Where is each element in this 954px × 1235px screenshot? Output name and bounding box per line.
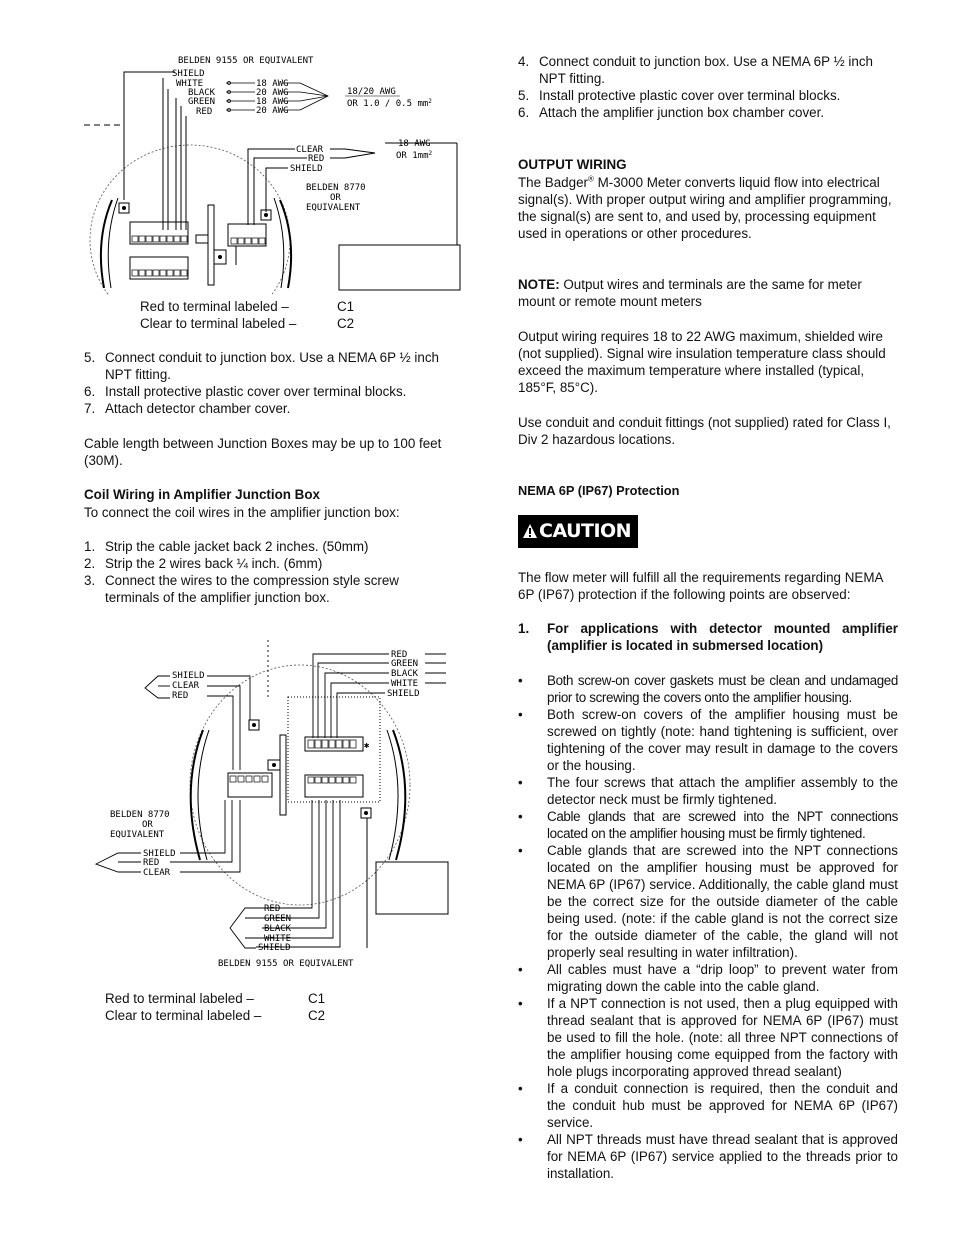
wire-red: RED — [391, 650, 408, 660]
step-item: 1. Strip the cable jacket back 2 inches. (50mm) — [84, 539, 369, 554]
list-item: • The four screws that attach the amplifier assembly to the detector neck must be firmly tightened. — [518, 775, 898, 807]
list-item: • If a conduit connection is required, then the conduit and the conduit hub must be approved for NEMA 6P (IP67) service. — [518, 1081, 898, 1130]
step-item: 5. Connect conduit to junction box. Use a NEMA 6P ½ inch NPT fitting. — [84, 350, 439, 382]
wire-green: GREEN — [391, 659, 419, 669]
belden-9155-label: BELDEN 9155 OR EQUIVALENT — [178, 56, 314, 66]
wire-clear: CLEAR — [143, 868, 171, 878]
coil-steps — [84, 538, 434, 606]
terminal-red-label: Red to terminal labeled – — [140, 299, 289, 314]
awg-label: 20 AWG — [256, 106, 289, 116]
note-paragraph: NOTE: Output wires and terminals are the same for meter mount or remote mount meters — [518, 277, 862, 309]
step-item: 5. Install protective plastic cover over terminal blocks. — [518, 88, 841, 103]
list-item: • Cable glands that are screwed into the NPT connections located on the amplifier housing must be firmly tightened. — [518, 809, 898, 841]
step-item: 2. Strip the 2 wires back ¼ inch. (6mm) — [84, 556, 323, 571]
wire-black: BLACK — [391, 669, 419, 679]
cable-length-text: Cable length between Junction Boxes may be up to 100 feet (30M). — [84, 436, 442, 468]
list-item: • If a NPT connection is not used, then a plug equipped with thread sealant that is approved for NEMA 6P (IP67) must be used to fill the hole. (note: all three NPT connections of the amplifier housing come equipped from the factory with hole plugs incorporating approved thread sealant) — [518, 996, 898, 1079]
wire-red: RED — [172, 691, 189, 701]
wiring-diagram-detector — [84, 50, 474, 295]
wire-shield: SHIELD — [172, 69, 205, 79]
wire-black: BLACK — [188, 88, 216, 98]
terminal-clear-label: Clear to terminal labeled – — [105, 1008, 262, 1023]
terminal-c1: C1 — [308, 991, 326, 1006]
belden-8770-label: BELDEN 8770 — [306, 183, 366, 193]
terminal-c1: C1 — [337, 299, 355, 314]
list-item: • Both screw-on covers of the amplifier housing must be screwed on tightly (note: hand tightening is sufficient, over tightening of the cover may result in damage to the covers or the housing. — [518, 707, 898, 773]
wire-white: WHITE — [391, 679, 419, 689]
star-marker: ✱ — [364, 741, 370, 751]
belden-8770-label: OR — [330, 193, 341, 203]
list-item: • All NPT threads must have thread sealant that is approved for NEMA 6P (IP67) service applied to the threads prior to installation. — [518, 1132, 898, 1181]
wire-red: RED — [196, 107, 213, 117]
wire-green: GREEN — [188, 97, 216, 107]
awg-label: 18 AWG — [256, 79, 289, 89]
terminal-red-label: Red to terminal labeled – — [105, 991, 254, 1006]
awg-spec: OR $1mm^2$ — [396, 150, 433, 161]
awg-spec: OR 1.0 / 0.5 $mm^2$ — [347, 98, 432, 109]
nema-point-1: 1. For applications with detector mounted amplifier (amplifier is located in submersed location) — [518, 621, 898, 653]
right-steps — [518, 53, 900, 121]
terminal-assignment-2 — [105, 990, 326, 1024]
belden-9155-label: BELDEN 9155 OR EQUIVALENT — [218, 959, 354, 969]
wire-clear: CLEAR — [296, 145, 324, 155]
conduit-paragraph: Use conduit and conduit fittings (not supplied) rated for Class I, Div 2 hazardous locations. — [518, 415, 891, 447]
terminal-c2: C2 — [308, 1008, 326, 1023]
step-item: 4. Connect conduit to junction box. Use a NEMA 6P ½ inch NPT fitting. — [518, 54, 873, 86]
awg-spec: 18 AWG — [398, 139, 431, 149]
awg-spec: 18/20 AWG — [347, 87, 396, 97]
list-item: • Cable glands that are screwed into the NPT connections located on the amplifier housing must be approved for NEMA 6P (IP67) service. Additionally, the cable gland must be the correct size for the outside diameter of the cable being used. (note: if the cable gland is not the correct size for the outside diameter of the cable, the gland will not properly seal resulting in water infiltration). — [518, 843, 898, 960]
terminal-c2: C2 — [337, 316, 355, 331]
coil-intro: To connect the coil wires in the amplifier junction box: — [84, 505, 400, 520]
left-steps — [84, 349, 469, 417]
wire-red: RED — [264, 904, 281, 914]
list-item: • All cables must have a “drip loop” to prevent water from migrating down the cable into the cable gland. — [518, 962, 898, 994]
wire-shield: SHIELD — [258, 943, 291, 953]
wire-white: WHITE — [176, 79, 204, 89]
wire-shield: SHIELD — [290, 164, 323, 174]
wire-green: GREEN — [264, 914, 292, 924]
wire-black: BLACK — [264, 924, 292, 934]
step-item: 7. Attach detector chamber cover. — [84, 401, 291, 416]
wire-shield: SHIELD — [172, 671, 205, 681]
caution-label: CAUTION — [539, 520, 632, 542]
wiring-diagram-amplifier — [90, 640, 470, 970]
wire-red: RED — [143, 858, 160, 868]
wire-shield: SHIELD — [387, 689, 420, 699]
wire-white: WHITE — [264, 934, 292, 944]
nema-heading: NEMA 6P (IP67) Protection — [518, 483, 680, 498]
wire-clear: CLEAR — [172, 681, 200, 691]
list-item: • Both screw-on cover gaskets must be clean and undamaged prior to screwing the covers onto the amplifier housing. — [518, 673, 898, 705]
step-item: 6. Attach the amplifier junction box chamber cover. — [518, 105, 825, 120]
output-requirements: Output wiring requires 18 to 22 AWG maximum, shielded wire (not supplied). Signal wire insulation temperature class should exceed the maximum temperature where installed (typical, 185°F, 85°C). — [518, 329, 886, 395]
terminal-assignment-1 — [140, 298, 355, 332]
coil-wiring-heading: Coil Wiring in Amplifier Junction Box — [84, 487, 320, 502]
step-item: 6. Install protective plastic cover over terminal blocks. — [84, 384, 407, 399]
nema-bullets — [518, 672, 898, 1182]
warning-icon — [522, 523, 538, 539]
terminal-clear-label: Clear to terminal labeled – — [140, 316, 297, 331]
caution-banner — [518, 515, 638, 548]
output-wiring-heading: OUTPUT WIRING — [518, 157, 627, 172]
nema-intro: The flow meter will fulfill all the requirements regarding NEMA 6P (IP67) protection if the following points are observed: — [518, 570, 883, 602]
belden-8770-label: EQUIVALENT — [110, 830, 165, 840]
wire-shield: SHIELD — [143, 849, 176, 859]
awg-label: 20 AWG — [256, 88, 289, 98]
output-paragraph: The Badger® M-3000 Meter converts liquid flow into electrical signal(s). With proper output wiring and amplifier programming, the signal(s) are sent to, and used by, processing equipment used in operations or other procedures. — [518, 174, 892, 241]
belden-8770-label: BELDEN 8770 — [110, 810, 170, 820]
awg-label: 18 AWG — [256, 97, 289, 107]
step-item: 3. Connect the wires to the compression style screw terminals of the amplifier junction box. — [84, 573, 399, 605]
wire-red: RED — [308, 154, 325, 164]
belden-8770-label: EQUIVALENT — [306, 203, 361, 213]
belden-8770-label: OR — [142, 820, 153, 830]
